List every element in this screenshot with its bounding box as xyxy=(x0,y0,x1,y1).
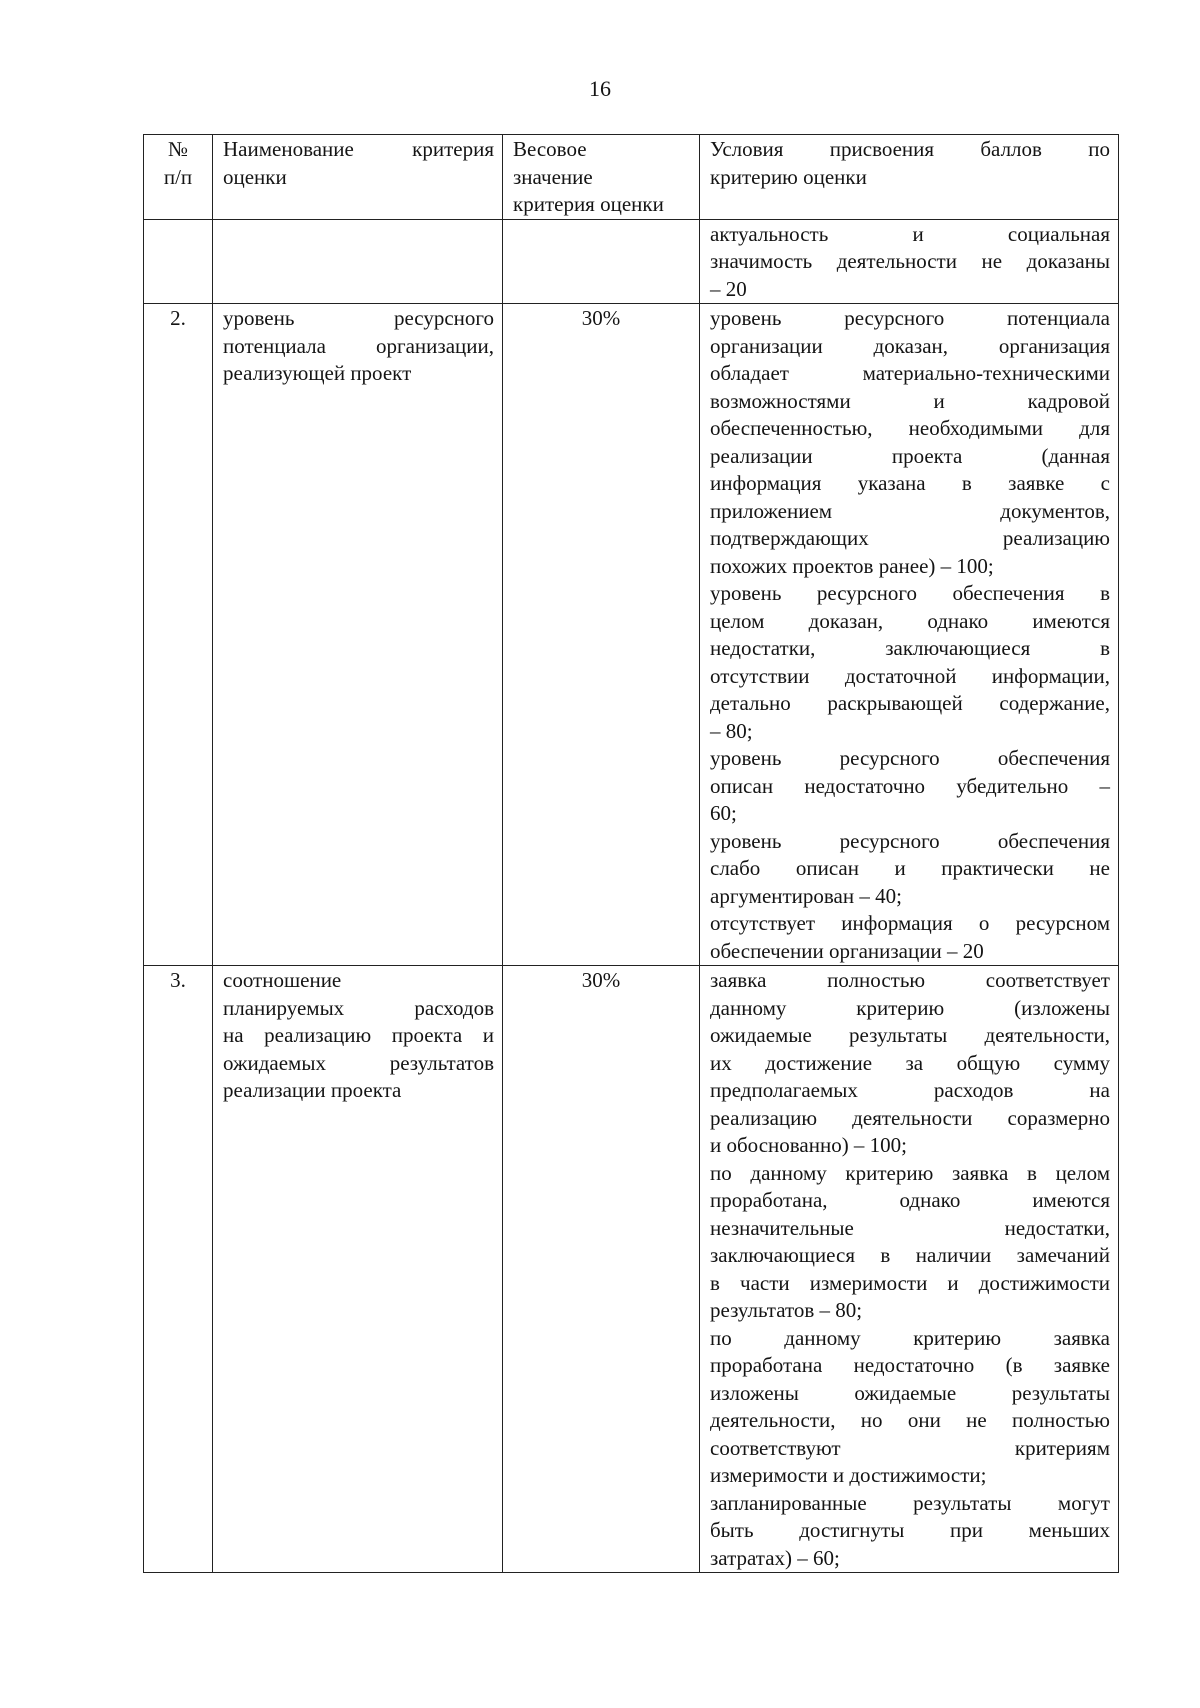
condition-line: запланированные результаты могут xyxy=(710,1490,1110,1515)
table-row xyxy=(144,219,1119,304)
row-weight-cell xyxy=(503,304,700,966)
condition-line: аргументирован – 40; xyxy=(710,883,902,908)
criterion-name-line: планируемых расходов xyxy=(223,995,494,1020)
condition-line: значимость деятельности не доказаны xyxy=(710,249,1110,273)
header-weight-cell xyxy=(503,135,700,220)
condition-line: актуальность и социальная xyxy=(710,221,1110,246)
condition-line: их достижение за общую сумму xyxy=(710,1050,1110,1075)
condition-line: ожидаемые результаты деятельности, xyxy=(710,1023,1110,1047)
condition-line: уровень ресурсного обеспечения xyxy=(710,746,1110,770)
condition-line: отсутствует информация о ресурсном xyxy=(710,911,1110,935)
condition-line: возможностями и кадровой xyxy=(710,388,1110,413)
condition-line: уровень ресурсного потенциала xyxy=(710,306,1110,330)
condition-line: – 80; xyxy=(710,718,753,743)
condition-line: данному критерию (изложены xyxy=(710,995,1110,1020)
row-num-cell xyxy=(144,966,213,1573)
condition-line: измеримости и достижимости; xyxy=(710,1463,987,1487)
row-criterion-name-cell xyxy=(213,219,503,304)
condition-line: заявка полностью соответствует xyxy=(710,968,1110,992)
criterion-name-line: реализующей проект xyxy=(223,361,412,385)
condition-line: и обоснованно) – 100; xyxy=(710,1133,908,1157)
row-weight-cell xyxy=(503,966,700,1573)
row-num-cell xyxy=(144,304,213,966)
header-num-line: п/п xyxy=(163,164,193,189)
condition-line: проработана, однако имеются xyxy=(710,1188,1110,1212)
condition-line: отсутствии достаточной информации, xyxy=(710,663,1110,688)
condition-line: незначительные недостатки, xyxy=(710,1215,1110,1240)
condition-line: реализации проекта (данная xyxy=(710,443,1110,468)
condition-line: быть достигнуты при меньших xyxy=(710,1518,1110,1542)
criterion-name-line: реализации проекта xyxy=(223,1078,402,1102)
condition-line: соответствуют критериям xyxy=(710,1435,1110,1460)
header-weight-line: критерия оценки xyxy=(513,192,664,216)
row-num-cell xyxy=(144,219,213,304)
criterion-name-line: соотношение xyxy=(223,968,342,992)
row-criterion-name-cell xyxy=(213,966,503,1573)
table-header-row xyxy=(144,135,1119,220)
condition-line: обеспечении организации – 20 xyxy=(710,938,984,963)
condition-line: приложением документов, xyxy=(710,498,1110,523)
header-weight-line: значение xyxy=(513,164,593,189)
condition-line: организации доказан, организация xyxy=(710,333,1110,358)
condition-line: изложены ожидаемые результаты xyxy=(710,1380,1110,1405)
condition-line: уровень ресурсного обеспечения в xyxy=(710,581,1110,605)
condition-line: в части измеримости и достижимости xyxy=(710,1270,1110,1295)
row-num: 3. xyxy=(170,968,186,992)
condition-line: затратах) – 60; xyxy=(710,1545,840,1570)
condition-line: по данному критерию заявка xyxy=(710,1325,1110,1350)
criterion-name-line: на реализацию проекта и xyxy=(223,1023,494,1047)
table-row xyxy=(144,966,1119,1573)
condition-line: уровень ресурсного обеспечения xyxy=(710,828,1110,853)
condition-line: результатов – 80; xyxy=(710,1298,863,1322)
condition-line: деятельности, но они не полностью xyxy=(710,1408,1110,1432)
condition-line: проработана недостаточно (в заявке xyxy=(710,1353,1110,1377)
condition-line: заключающиеся в наличии замечаний xyxy=(710,1243,1110,1267)
header-conditions-line: критерию оценки xyxy=(710,164,867,189)
condition-line: информация указана в заявке с xyxy=(710,471,1110,495)
criterion-name-line: ожидаемых результатов xyxy=(223,1050,494,1075)
header-weight-line: Весовое xyxy=(513,137,587,161)
criterion-name-line: потенциала организации, xyxy=(223,333,494,358)
row-conditions-cell xyxy=(700,304,1119,966)
header-num-cell xyxy=(144,135,213,220)
row-conditions-cell xyxy=(700,219,1119,304)
condition-line: по данному критерию заявка в целом xyxy=(710,1160,1110,1185)
row-conditions-cell xyxy=(700,966,1119,1573)
header-conditions-cell xyxy=(700,135,1119,220)
condition-line: обеспеченностью, необходимыми для xyxy=(710,416,1110,440)
header-name-line: оценки xyxy=(223,164,287,189)
row-weight: 30% xyxy=(581,968,621,992)
condition-line: детально раскрывающей содержание, xyxy=(710,691,1110,715)
row-weight-cell xyxy=(503,219,700,304)
condition-line: недостатки, заключающиеся в xyxy=(710,636,1110,660)
row-weight: 30% xyxy=(581,306,621,330)
condition-line: подтверждающих реализацию xyxy=(710,526,1110,550)
row-criterion-name-cell xyxy=(213,304,503,966)
header-name-cell xyxy=(213,135,503,220)
header-num-line: № xyxy=(167,137,189,161)
condition-line: слабо описан и практически не xyxy=(710,856,1110,880)
condition-line: реализацию деятельности соразмерно xyxy=(710,1105,1110,1130)
criteria-table xyxy=(143,134,1119,1573)
row-num: 2. xyxy=(170,306,186,330)
page-number: 16 xyxy=(589,76,611,101)
condition-line: – 20 xyxy=(710,276,747,301)
condition-line: целом доказан, однако имеются xyxy=(710,608,1110,633)
condition-line: похожих проектов ранее) – 100; xyxy=(710,553,994,578)
criterion-name-line: уровень ресурсного xyxy=(223,306,494,330)
header-name-line: Наименование критерия xyxy=(223,137,494,161)
condition-line: обладает материально-техническими xyxy=(710,361,1110,385)
condition-line: предполагаемых расходов на xyxy=(710,1078,1110,1102)
table-row xyxy=(144,304,1119,966)
condition-line: 60; xyxy=(710,801,737,825)
header-conditions-line: Условия присвоения баллов по xyxy=(710,137,1110,161)
condition-line: описан недостаточно убедительно – xyxy=(710,773,1110,798)
